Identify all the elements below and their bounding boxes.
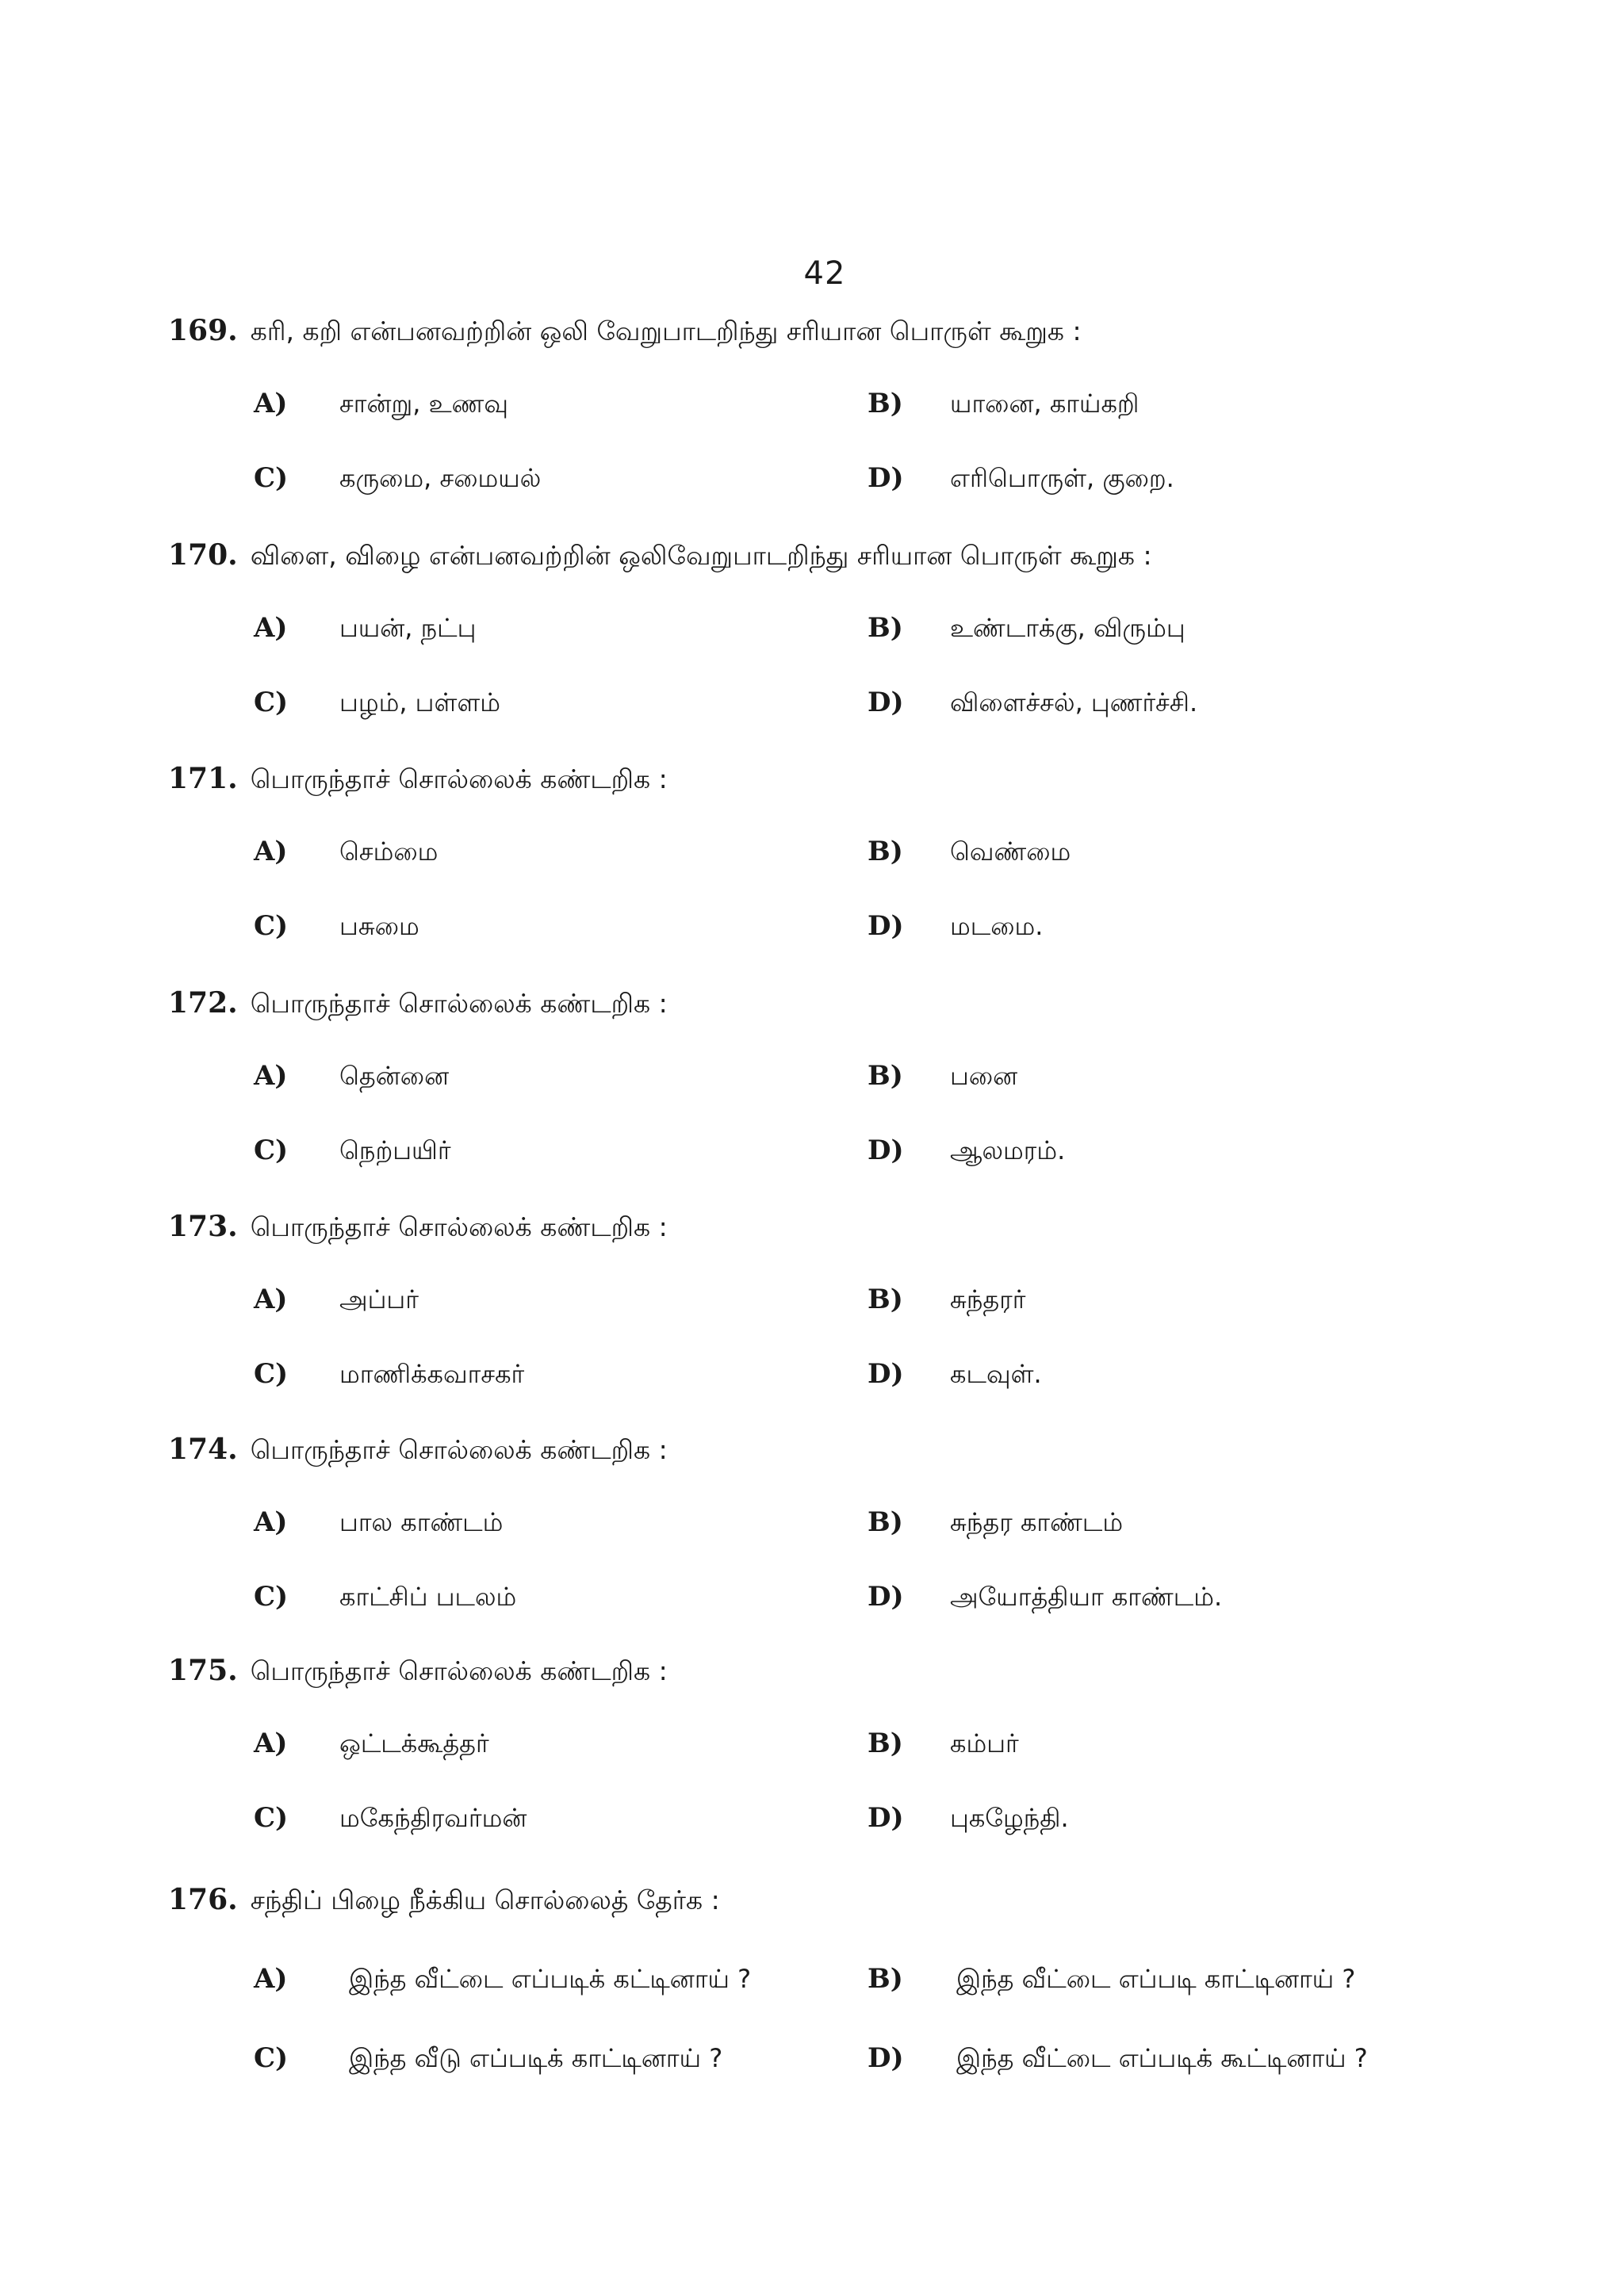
option-text: அயோத்தியா காண்டம். (950, 1582, 1223, 1612)
option-text: செம்மை (339, 836, 439, 867)
question-number: 172. (168, 986, 238, 1020)
option-text: சுந்தர காண்டம் (950, 1507, 1124, 1537)
option-letter: A) (254, 1728, 288, 1759)
question-stem (168, 1211, 668, 1243)
option-text: பழம், பள்ளம் (339, 687, 500, 718)
option-text: நெற்பயிர் (339, 1135, 451, 1165)
option-letter: A) (254, 1284, 288, 1315)
question-text: பொருந்தாச் சொல்லைக் கண்டறிக : (250, 1655, 668, 1686)
option-text: இந்த வீட்டை எப்படிக் கட்டினாய் ? (349, 1964, 752, 1994)
option-letter: C) (254, 2042, 289, 2074)
question-number: 169. (168, 314, 238, 347)
question-text: கரி, கறி என்பனவற்றின் ஒலி வேறுபாடறிந்து சரியான பொருள் கூறுக : (250, 316, 1082, 346)
option-letter: C) (254, 1358, 289, 1390)
option-letter: C) (254, 910, 289, 942)
option-letter: D) (868, 687, 904, 718)
option-letter: A) (254, 612, 288, 644)
option-letter: B) (868, 1963, 903, 1995)
option-letter: C) (254, 462, 289, 494)
option-letter: D) (868, 910, 904, 942)
option-text: சான்று, உணவு (339, 388, 508, 419)
option-text: பனை (950, 1061, 1018, 1091)
option-text: உண்டாக்கு, விரும்பு (950, 613, 1185, 643)
option-letter: C) (254, 1802, 289, 1834)
option-text: யானை, காய்கறி (950, 388, 1139, 419)
question-text: பொருந்தாச் சொல்லைக் கண்டறிக : (250, 1211, 668, 1242)
option-letter: D) (868, 2042, 904, 2074)
option-text: கடவுள். (950, 1359, 1042, 1389)
option-text: காட்சிப் படலம் (339, 1582, 517, 1612)
question-stem (168, 315, 1082, 347)
option-letter: B) (868, 1284, 903, 1315)
question-number: 170. (168, 538, 238, 572)
question-number: 176. (168, 1883, 238, 1916)
option-letter: A) (254, 1506, 288, 1538)
option-text: விளைச்சல், புணர்ச்சி. (950, 687, 1198, 718)
question-text: சந்திப் பிழை நீக்கிய சொல்லைத் தேர்க : (250, 1885, 720, 1915)
question-stem (168, 539, 1152, 572)
option-text: பசுமை (339, 911, 419, 941)
option-text: எரிபொருள், குறை. (950, 463, 1174, 493)
option-text: பயன், நட்பு (339, 613, 477, 643)
option-text: மகேந்திரவர்மன் (339, 1803, 527, 1833)
option-letter: B) (868, 1728, 903, 1759)
option-text: மாணிக்கவாசகர் (339, 1359, 525, 1389)
question-stem (168, 987, 668, 1020)
option-letter: C) (254, 1135, 289, 1166)
option-text: தென்னை (339, 1061, 450, 1091)
page-number: 42 (803, 255, 846, 292)
option-letter: B) (868, 388, 903, 419)
option-text: இந்த வீட்டை எப்படி காட்டினாய் ? (956, 1964, 1356, 1994)
option-letter: C) (254, 687, 289, 718)
option-letter: D) (868, 1135, 904, 1166)
option-letter: C) (254, 1581, 289, 1613)
option-text: சுந்தரர் (950, 1284, 1026, 1314)
question-number: 173. (168, 1210, 238, 1243)
question-text: பொருந்தாச் சொல்லைக் கண்டறிக : (250, 763, 668, 794)
question-text: பொருந்தாச் சொல்லைக் கண்டறிக : (250, 988, 668, 1019)
option-letter: D) (868, 1581, 904, 1613)
option-letter: A) (254, 388, 288, 419)
option-text: அப்பர் (339, 1284, 419, 1314)
option-text: கருமை, சமையல் (339, 463, 542, 493)
option-text: ஆலமரம். (950, 1135, 1066, 1165)
question-stem (168, 1433, 668, 1466)
option-text: பால காண்டம் (339, 1507, 504, 1537)
question-stem (168, 763, 668, 795)
question-number: 175. (168, 1654, 238, 1687)
option-letter: A) (254, 1060, 288, 1092)
question-text: பொருந்தாச் சொல்லைக் கண்டறிக : (250, 1434, 668, 1465)
question-stem (168, 1655, 668, 1687)
option-text: இந்த வீட்டை எப்படிக் கூட்டினாய் ? (956, 2043, 1368, 2073)
option-text: கம்பர் (950, 1728, 1019, 1758)
option-letter: D) (868, 1802, 904, 1834)
option-text: ஒட்டக்கூத்தர் (339, 1728, 489, 1758)
option-letter: B) (868, 836, 903, 867)
question-text: விளை, விழை என்பனவற்றின் ஒலிவேறுபாடறிந்து சரியான பொருள் கூறுக : (250, 540, 1152, 571)
option-letter: D) (868, 1358, 904, 1390)
option-letter: A) (254, 1963, 288, 1995)
option-letter: B) (868, 1506, 903, 1538)
question-number: 171. (168, 762, 238, 795)
option-text: வெண்மை (950, 836, 1071, 867)
option-letter: A) (254, 836, 288, 867)
question-stem (168, 1884, 720, 1916)
option-text: இந்த வீடு எப்படிக் காட்டினாய் ? (349, 2043, 723, 2073)
option-letter: D) (868, 462, 904, 494)
option-text: புகழேந்தி. (950, 1803, 1069, 1833)
option-letter: B) (868, 1060, 903, 1092)
option-letter: B) (868, 612, 903, 644)
option-text: மடமை. (950, 911, 1044, 941)
question-number: 174. (168, 1433, 238, 1466)
